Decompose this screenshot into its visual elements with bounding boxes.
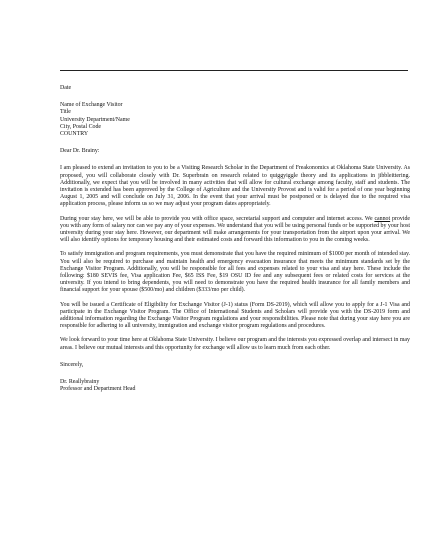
paragraph-invitation: I am pleased to extend an invitation to you to be a Visiting Research Scholar in the Department of Freakonomics at Oklahoma State University. As proposed, you will collaborate closely with Dr. Superbrain on research related to quiggyiggle theory and its applications in jibbleittering. Additionally, we expect that you will be involved in many activities that will allow for cultural exchange among faculty, staff and students. The invitation is extended has been approved by the College of Agriculture and the University Provost and is valid for a period of one year beginning August 1, 2005 and will conclude on July 31, 2006. In the event that your arrival must be postponed or is delayed due to the required visa application process, please inform us so we may adjust your program dates appropriately. (60, 165, 410, 208)
support-text-start: During your stay here, we will be able to provide you with office space, secretarial support and computer and internet access. We (60, 215, 375, 222)
recipient-country: COUNTRY (60, 131, 89, 138)
salutation: Dear Dr. Brainy: (60, 148, 100, 155)
recipient-city: City, Postal Code (60, 123, 102, 130)
paragraph-certificate: You will be issued a Certificate of Eligibility for Exchange Visitor (J-1) status (Form DS-2019), which will allow you to apply for a J-1 Visa and participate in the Exchange Visitor Program. The Office of International Students and Scholars will provide you with the DS-2019 form and additional information regarding the Exchange Visitor Program regulations and your responsibilities. Please note that during your stay here you are responsible for adhering to all university, immigration and exchange visitor program regulations and procedures. (60, 301, 410, 330)
paragraph-support (60, 216, 410, 245)
recipient-name: Name of Exchange Visitor (60, 102, 123, 109)
letter-date: Date (60, 85, 72, 91)
closing: Sincerely, (60, 361, 84, 368)
paragraph-requirements: To satisfy immigration and program requirements, you must demonstrate that you have the required minimum of $1000 per month of intended stay. You will also be required to purchase and maintain health and emergency evacuation insurance that meets the minimum standards set by the Exchange Visitor Program. Additionally, you will be responsible for all fees and expenses related to your visa and stay here. These include the following: $180 SEVIS fee, Visa application Fee, $65 ISS Fee, $19 OSU ID fee and any subsequent fees or related costs for services at the university. If you intend to bring dependents, you will need to demonstrate you have the required health insurance for all family members and financial support for your spouse ($500/mo) and children ($333/mo per child). (60, 251, 410, 294)
recipient-title: Title (60, 109, 71, 116)
recipient-department: University Department/Name (60, 116, 130, 123)
recipient-address (60, 102, 410, 138)
signature-block (60, 379, 410, 393)
support-text-end: provide you with any form of salary nor can we pay any of your expenses. We understand that you will be using personal funds or be supported by your host university during your stay here. However, our department will make arrangements for your transportation from the airport upon your arrival. We will also identify options for temporary housing and their estimated costs and forward this information to you in the coming weeks. (60, 215, 411, 244)
header-rule (60, 70, 408, 71)
signer-title: Professor and Department Head (60, 386, 136, 393)
paragraph-closing-remarks: We look forward to your time here at Oklahoma State University. I believe our program and the interests you expressed overlap and intersect in may areas. I believe our mutual interests and this opportunity for exchange will allow us to learn much from each other. (60, 337, 410, 351)
letter-body (60, 85, 410, 394)
signer-name: Dr. Reallybrainy (60, 379, 100, 386)
emphasis-cannot: cannot (374, 215, 391, 222)
